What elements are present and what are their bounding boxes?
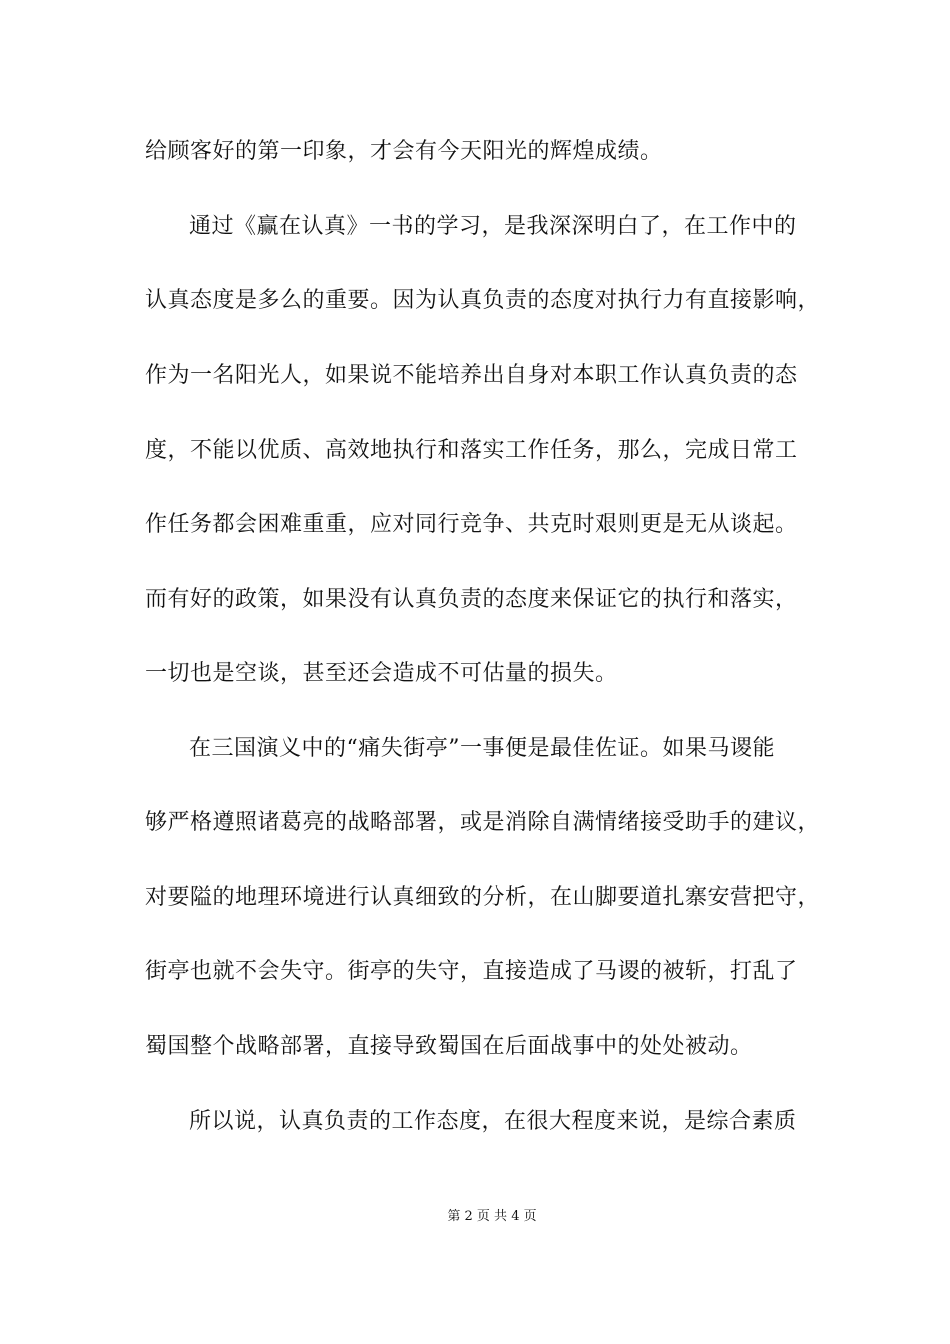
text-line: 度，不能以优质、高效地执行和落实工作任务，那么，完成日常工	[145, 438, 798, 463]
page-number: 第 2 页 共 4 页	[447, 1209, 537, 1224]
text-line: 通过《赢在认真》一书的学习，是我深深明白了，在工作中的	[189, 214, 797, 239]
text-line: 所以说，认真负责的工作态度，在很大程度来说，是综合素质	[189, 1109, 797, 1134]
text-line: 作为一名阳光人，如果说不能培养出自身对本职工作认真负责的态	[145, 363, 798, 388]
text-line: 在三国演义中的“痛失街亭”一事便是最佳佐证。如果马谡能	[189, 736, 775, 761]
text-line: 对要隘的地理环境进行认真细致的分析，在山脚要道扎寨安营把守，	[145, 885, 821, 910]
text-line: 作任务都会困难重重，应对同行竞争、共克时艰则更是无从谈起。	[145, 512, 798, 537]
text-line: 一切也是空谈，甚至还会造成不可估量的损失。	[145, 661, 618, 686]
page-footer	[0, 1208, 950, 1226]
text-line: 够严格遵照诸葛亮的战略部署，或是消除自满情绪接受助手的建议，	[145, 810, 821, 835]
text-line: 蜀国整个战略部署，直接导致蜀国在后面战事中的处处被动。	[145, 1034, 753, 1059]
text-line: 而有好的政策，如果没有认真负责的态度来保证它的执行和落实，	[145, 587, 798, 612]
text-line: 街亭也就不会失守。街亭的失守，直接造成了马谡的被斩，打乱了	[145, 959, 798, 984]
text-line: 认真态度是多么的重要。因为认真负责的态度对执行力有直接影响，	[145, 288, 821, 313]
text-line: 给顾客好的第一印象，才会有今天阳光的辉煌成绩。	[145, 139, 663, 164]
